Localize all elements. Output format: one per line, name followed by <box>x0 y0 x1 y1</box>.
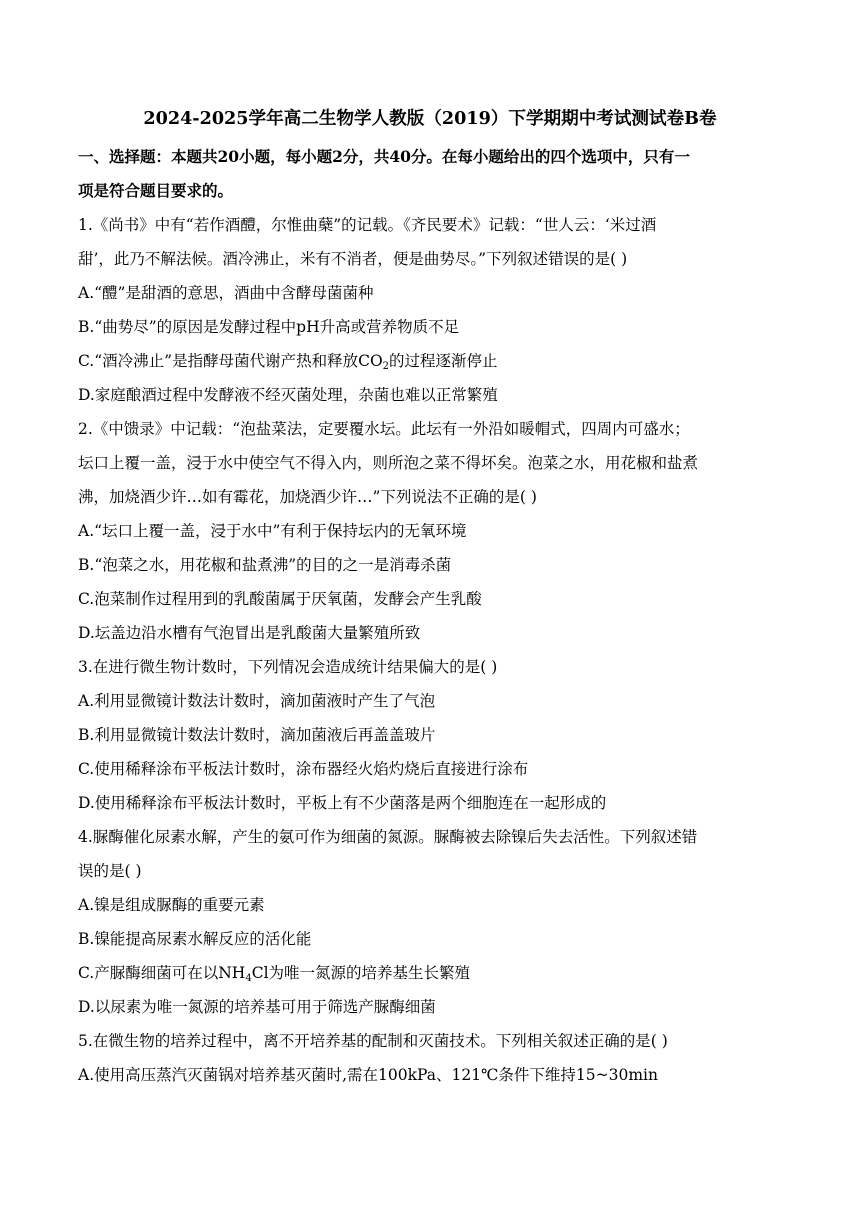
q5-stem: 5.在微生物的培养过程中，离不开培养基的配制和灭菌技术。下列相关叙述正确的是( ) <box>78 1032 668 1050</box>
q3-option-d: D.使用稀释涂布平板法计数时，平板上有不少菌落是两个细胞连在一起形成的 <box>78 794 607 812</box>
q2-stem-cont: 坛口上覆一盖，浸于水中使空气不得入内，则所泡之菜不得坏矣。泡菜之水，用花椒和盐煮 <box>78 454 699 472</box>
q5-option-a: A.使用高压蒸汽灭菌锅对培养基灭菌时,需在100kPa、121℃条件下维持15~30min <box>78 1066 658 1084</box>
q3-option-a: A.利用显微镜计数法计数时，滴加菌液时产生了气泡 <box>78 692 436 710</box>
exam-title: 2024-2025学年高二生物学人教版（2019）下学期期中考试测试卷B卷 <box>143 108 717 129</box>
q1-option-a: A.“醴”是甜酒的意思，酒曲中含酵母菌菌种 <box>78 284 374 302</box>
q2-option-c: C.泡菜制作过程用到的乳酸菌属于厌氧菌，发酵会产生乳酸 <box>78 590 482 608</box>
q4-stem: 4.脲酶催化尿素水解，产生的氨可作为细菌的氮源。脲酶被去除镍后失去活性。下列叙述错 <box>78 828 698 846</box>
q2-option-d: D.坛盖边沿水槽有气泡冒出是乳酸菌大量繁殖所致 <box>78 624 421 642</box>
q2-option-b: B.“泡菜之水，用花椒和盐煮沸”的目的之一是消毒杀菌 <box>78 556 452 574</box>
q1-stem-cont: 甜’，此乃不解法候。酒冷沸止，米有不消者，便是曲势尽。”下列叙述错误的是( ) <box>78 250 628 268</box>
q4-option-c-text-end: Cl为唯一氮源的培养基生长繁殖 <box>251 964 471 982</box>
q4-option-c <box>78 962 470 984</box>
q1-option-c-text-end: 的过程逐渐停止 <box>389 352 498 370</box>
section-heading: 一、选择题：本题共20小题，每小题2分，共40分。在每小题给出的四个选项中，只有一 <box>78 147 690 166</box>
q4-option-c-text: C.产脲酶细菌可在以NH <box>78 964 246 982</box>
q1-option-c <box>78 350 498 372</box>
q2-stem-cont-2: 沸，加烧酒少许…如有霉花，加烧酒少许…”下列说法不正确的是( ) <box>78 488 537 506</box>
q3-stem: 3.在进行微生物计数时，下列情况会造成统计结果偏大的是( ) <box>78 658 498 676</box>
q4-option-c-subscript: 4 <box>245 973 252 984</box>
q4-option-b: B.镍能提高尿素水解反应的活化能 <box>78 930 312 948</box>
q4-option-a: A.镍是组成脲酶的重要元素 <box>78 896 265 914</box>
q4-stem-cont: 误的是( ) <box>78 862 142 880</box>
q2-option-a: A.“坛口上覆一盖，浸于水中”有利于保持坛内的无氧环境 <box>78 522 467 540</box>
q1-option-b: B.“曲势尽”的原因是发酵过程中pH升高或营养物质不足 <box>78 318 460 336</box>
q1-option-d: D.家庭酿酒过程中发酵液不经灭菌处理，杂菌也难以正常繁殖 <box>78 386 498 404</box>
q1-option-c-text: C.“酒冷沸止”是指酵母菌代谢产热和释放CO <box>78 352 383 370</box>
q2-stem: 2.《中馈录》中记载：“泡盐菜法，定要覆水坛。此坛有一外沿如暖帽式，四周内可盛水； <box>78 420 690 438</box>
q1-stem: 1.《尚书》中有“若作酒醴，尔惟曲蘖”的记载。《齐民要术》记载：“世人云：‘米过酒 <box>78 216 657 234</box>
q1-option-c-subscript: 2 <box>382 361 390 372</box>
q3-option-c: C.使用稀释涂布平板法计数时，涂布器经火焰灼烧后直接进行涂布 <box>78 760 529 778</box>
q3-option-b: B.利用显微镜计数法计数时，滴加菌液后再盖盖玻片 <box>78 726 436 744</box>
section-heading-cont: 项是符合题目要求的。 <box>78 181 234 200</box>
q4-option-d: D.以尿素为唯一氮源的培养基可用于筛选产脲酶细菌 <box>78 998 436 1016</box>
